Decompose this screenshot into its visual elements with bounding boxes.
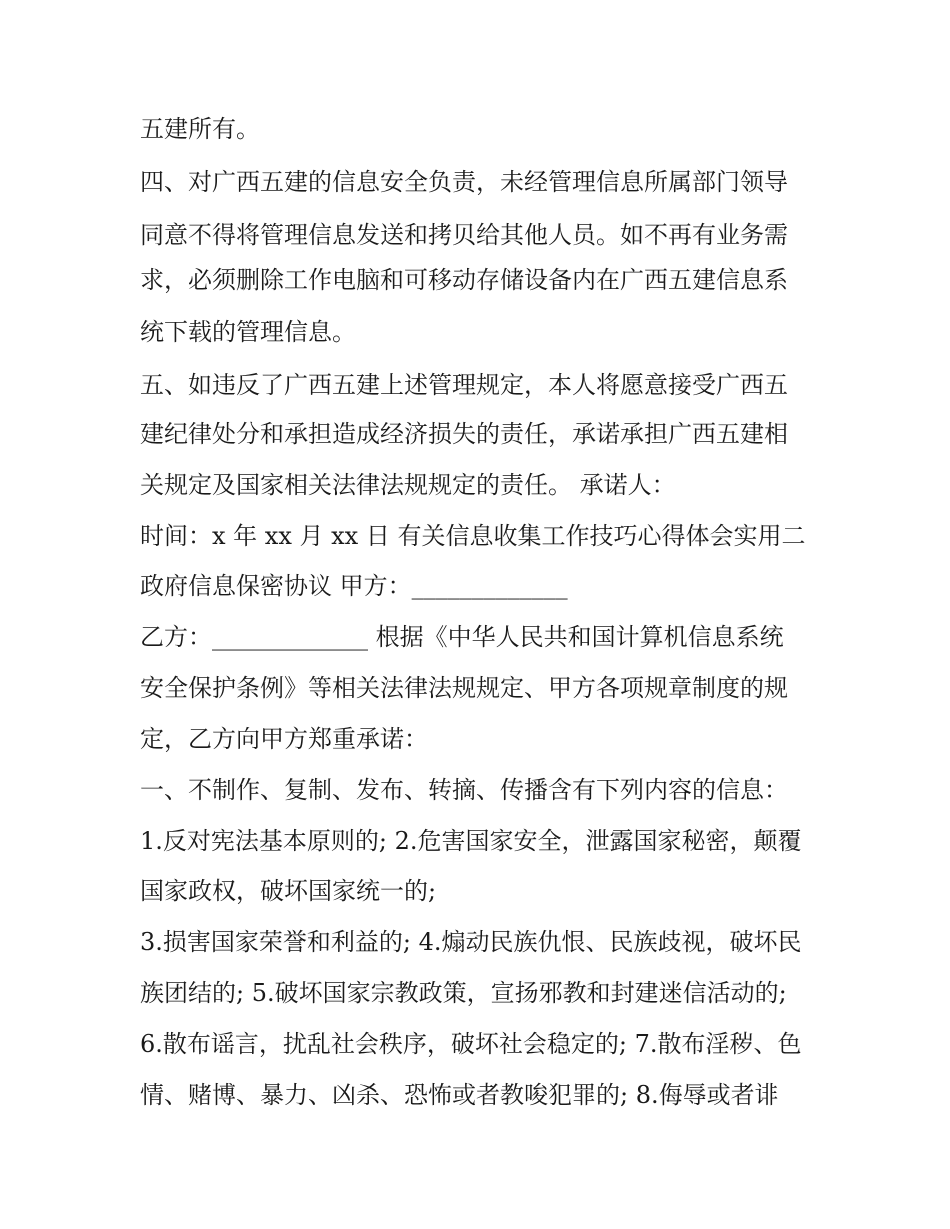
text-line: 建纪律处分和承担造成经济损失的责任，承诺承担广西五建相 (140, 420, 788, 448)
text-line: 国家政权，破坏国家统一的; (140, 877, 437, 905)
text-line: 同意不得将管理信息发送和拷贝给其他人员。如不再有业务需 (140, 221, 788, 249)
text-line: 族团结的; 5.破坏国家宗教政策，宣扬邪教和封建迷信活动的; (140, 979, 787, 1007)
text-line: 1.反对宪法基本原则的; 2.危害国家安全，泄露国家秘密，颠覆 (140, 827, 802, 855)
text-line: 乙方：_____________ 根据《中华人民共和国计算机信息系统 (140, 623, 784, 651)
text-line: 一、不制作、复制、发布、转摘、传播含有下列内容的信息： (140, 776, 788, 804)
text-line: 6.散布谣言，扰乱社会秩序，破坏社会稳定的; 7.散布淫秽、色 (140, 1030, 802, 1058)
text-line: 政府信息保密协议 甲方：_____________ (140, 572, 568, 600)
text-line: 安全保护条例》等相关法律法规规定、甲方各项规章制度的规 (140, 674, 788, 702)
text-line: 求，必须删除工作电脑和可移动存储设备内在广西五建信息系 (140, 266, 788, 294)
text-line: 关规定及国家相关法律法规规定的责任。 承诺人： (140, 471, 676, 499)
text-line: 3.损害国家荣誉和利益的; 4.煽动民族仇恨、民族歧视，破坏民 (140, 928, 802, 956)
text-line: 五、如违反了广西五建上述管理规定，本人将愿意接受广西五 (140, 371, 788, 399)
text-line: 统下载的管理信息。 (140, 318, 356, 346)
text-line: 定，乙方向甲方郑重承诺： (140, 725, 428, 753)
text-line: 五建所有。 (140, 115, 260, 143)
text-line: 情、赌博、暴力、凶杀、恐怖或者教唆犯罪的; 8.侮辱或者诽 (140, 1081, 779, 1109)
text-line: 四、对广西五建的信息安全负责，未经管理信息所属部门领导 (140, 168, 788, 196)
text-line: 时间：x 年 xx 月 xx 日 有关信息收集工作技巧心得体会实用二 (140, 522, 806, 550)
